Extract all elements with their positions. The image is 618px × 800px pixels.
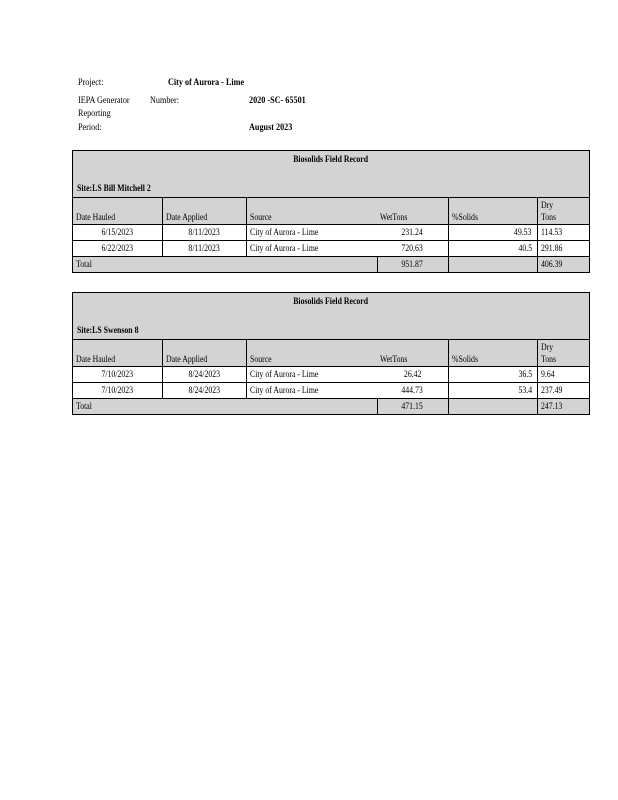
source-cell: City of Aurora - Lime xyxy=(249,227,318,238)
dry-tons-cell: 291.86 xyxy=(540,243,562,254)
field-record-1 xyxy=(72,150,590,273)
wet-tons-cell: 231.24 xyxy=(401,227,423,238)
col-date-hauled: Date Hauled xyxy=(76,355,116,365)
wet-tons-cell: 26.42 xyxy=(403,369,422,380)
col-source: Source xyxy=(249,213,272,223)
generator-label: IEPA Generator xyxy=(78,96,130,106)
col-solids: %Solids xyxy=(451,213,478,223)
date-applied-cell: 8/11/2023 xyxy=(188,227,220,238)
table-row xyxy=(73,367,589,383)
source-cell: City of Aurora - Lime xyxy=(249,243,318,254)
table-row xyxy=(73,241,589,257)
number-value: 2020 -SC- 65501 xyxy=(249,96,306,106)
record-title: Biosolids Field Record xyxy=(293,297,369,307)
period-label: Period: xyxy=(78,123,102,133)
solids-cell: 49.53 xyxy=(514,227,532,238)
reporting-label: Reporting xyxy=(78,109,111,119)
date-hauled-cell: 6/22/2023 xyxy=(101,243,134,254)
project-label: Project: xyxy=(78,78,104,88)
dry-tons-cell: 9.64 xyxy=(540,369,555,380)
col-date-applied: Date Applied xyxy=(165,355,207,365)
col-date-hauled: Date Hauled xyxy=(76,213,116,223)
source-cell: City of Aurora - Lime xyxy=(249,369,318,380)
record-table xyxy=(73,198,589,272)
wet-tons-cell: 444.73 xyxy=(401,385,423,396)
number-label: Number: xyxy=(150,96,180,106)
column-header-row xyxy=(73,198,589,225)
project-value: City of Aurora - Lime xyxy=(168,78,245,88)
dry-tons-cell: 237.49 xyxy=(540,385,562,396)
record-site: Site:LS Bill Mitchell 2 xyxy=(77,184,151,194)
total-row xyxy=(73,399,589,415)
source-cell: City of Aurora - Lime xyxy=(249,385,318,396)
total-dry-tons: 406.39 xyxy=(540,259,562,270)
record-title-band xyxy=(73,151,589,198)
date-hauled-cell: 7/10/2023 xyxy=(101,385,134,396)
record-title-band xyxy=(73,293,589,340)
record-site: Site:LS Swenson 8 xyxy=(77,326,139,336)
col-solids: %Solids xyxy=(451,355,478,365)
dry-tons-cell: 114.53 xyxy=(540,227,562,238)
date-applied-cell: 8/24/2023 xyxy=(188,369,220,380)
field-record-2 xyxy=(72,292,590,415)
total-label: Total xyxy=(76,259,92,270)
col-date-applied: Date Applied xyxy=(165,213,207,223)
col-wet-tons: WetTons xyxy=(380,355,408,365)
date-hauled-cell: 6/15/2023 xyxy=(101,227,134,238)
date-hauled-cell: 7/10/2023 xyxy=(101,369,134,380)
col-dry-tons: Dry Tons xyxy=(540,201,556,223)
total-wet-tons: 471.15 xyxy=(401,401,424,412)
period-value: August 2023 xyxy=(249,123,293,133)
table-row xyxy=(73,225,589,241)
table-row xyxy=(73,383,589,399)
total-row xyxy=(73,257,589,273)
record-title: Biosolids Field Record xyxy=(293,155,369,165)
solids-cell: 40.5 xyxy=(518,243,533,254)
total-wet-tons: 951.87 xyxy=(401,259,424,270)
solids-cell: 36.5 xyxy=(518,369,533,380)
wet-tons-cell: 720.63 xyxy=(401,243,423,254)
column-header-row xyxy=(73,340,589,367)
total-label: Total xyxy=(76,401,92,412)
date-applied-cell: 8/11/2023 xyxy=(188,243,220,254)
solids-cell: 53.4 xyxy=(518,385,533,396)
total-dry-tons: 247.13 xyxy=(540,401,562,412)
col-source: Source xyxy=(249,355,272,365)
col-wet-tons: WetTons xyxy=(380,213,408,223)
col-dry-tons: Dry Tons xyxy=(540,343,556,365)
date-applied-cell: 8/24/2023 xyxy=(188,385,220,396)
record-table xyxy=(73,340,589,414)
